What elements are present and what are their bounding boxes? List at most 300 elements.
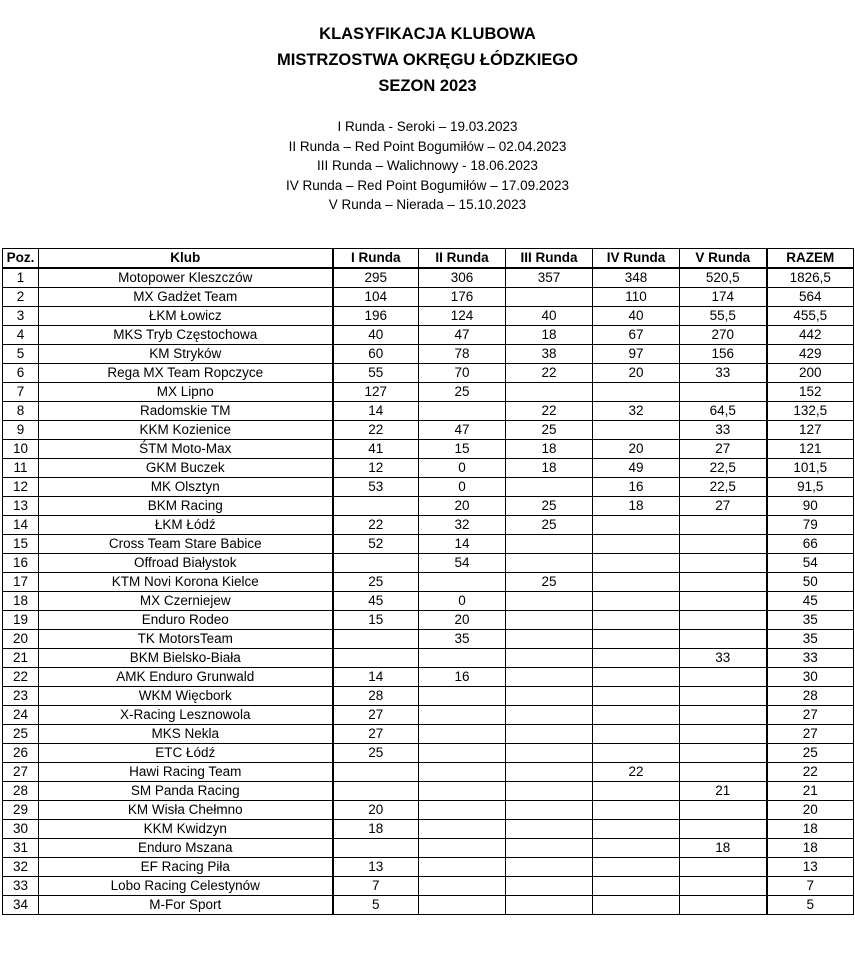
- round-5-cell: [680, 725, 767, 744]
- round-1-cell: 7: [333, 877, 419, 896]
- club-cell: ŚTM Moto-Max: [39, 440, 333, 459]
- position-cell: 8: [3, 402, 39, 421]
- round-line: IV Runda – Red Point Bogumiłów – 17.09.2023: [286, 177, 569, 193]
- position-cell: 31: [3, 839, 39, 858]
- table-row: [3, 896, 854, 915]
- position-cell: 7: [3, 383, 39, 402]
- round-3-cell: 22: [506, 402, 593, 421]
- total-cell: 7: [767, 877, 854, 896]
- round-3-cell: 25: [506, 573, 593, 592]
- round-4-cell: 97: [593, 345, 680, 364]
- round-4-cell: [593, 687, 680, 706]
- total-cell: 27: [767, 706, 854, 725]
- round-4-header: IV Runda: [593, 249, 680, 269]
- club-cell: AMK Enduro Grunwald: [39, 668, 333, 687]
- club-cell: MK Olsztyn: [39, 478, 333, 497]
- round-3-cell: [506, 782, 593, 801]
- round-2-cell: 0: [419, 478, 506, 497]
- round-2-cell: [419, 858, 506, 877]
- club-cell: Rega MX Team Ropczyce: [39, 364, 333, 383]
- total-cell: 21: [767, 782, 854, 801]
- table-row: [3, 478, 854, 497]
- table-row: [3, 402, 854, 421]
- round-4-cell: 348: [593, 268, 680, 288]
- round-4-cell: 110: [593, 288, 680, 307]
- round-2-cell: 35: [419, 630, 506, 649]
- round-1-cell: 27: [333, 706, 419, 725]
- club-cell: Offroad Białystok: [39, 554, 333, 573]
- round-4-cell: 32: [593, 402, 680, 421]
- table-row: [3, 383, 854, 402]
- round-3-cell: [506, 858, 593, 877]
- round-3-cell: [506, 649, 593, 668]
- round-3-cell: [506, 877, 593, 896]
- document-title: [0, 21, 855, 99]
- round-4-cell: [593, 801, 680, 820]
- table-body: [3, 268, 854, 915]
- round-2-cell: [419, 896, 506, 915]
- round-1-cell: 52: [333, 535, 419, 554]
- round-line: II Runda – Red Point Bogumiłów – 02.04.2023: [288, 138, 567, 154]
- round-3-cell: 40: [506, 307, 593, 326]
- round-1-cell: 14: [333, 668, 419, 687]
- total-cell: 101,5: [767, 459, 854, 478]
- round-5-cell: 22,5: [680, 478, 767, 497]
- club-cell: MX Lipno: [39, 383, 333, 402]
- round-5-cell: [680, 383, 767, 402]
- round-5-cell: 21: [680, 782, 767, 801]
- table-row: [3, 516, 854, 535]
- table-row: [3, 668, 854, 687]
- round-4-cell: [593, 744, 680, 763]
- total-cell: 28: [767, 687, 854, 706]
- table-row: [3, 611, 854, 630]
- total-cell: 1826,5: [767, 268, 854, 288]
- round-1-cell: 22: [333, 421, 419, 440]
- round-2-cell: 54: [419, 554, 506, 573]
- round-5-cell: 33: [680, 421, 767, 440]
- position-cell: 10: [3, 440, 39, 459]
- club-cell: ŁKM Łowicz: [39, 307, 333, 326]
- round-2-cell: [419, 801, 506, 820]
- round-2-cell: [419, 877, 506, 896]
- total-cell: 121: [767, 440, 854, 459]
- round-2-cell: 14: [419, 535, 506, 554]
- round-1-cell: 53: [333, 478, 419, 497]
- round-5-cell: [680, 611, 767, 630]
- total-cell: 127: [767, 421, 854, 440]
- club-cell: MKS Nekla: [39, 725, 333, 744]
- round-line: III Runda – Walichnowy - 18.06.2023: [317, 158, 538, 173]
- round-4-cell: 22: [593, 763, 680, 782]
- round-3-cell: 22: [506, 364, 593, 383]
- round-5-cell: 22,5: [680, 459, 767, 478]
- round-2-cell: 176: [419, 288, 506, 307]
- round-4-cell: [593, 858, 680, 877]
- round-1-cell: 60: [333, 345, 419, 364]
- round-1-cell: [333, 839, 419, 858]
- round-3-cell: [506, 687, 593, 706]
- position-cell: 24: [3, 706, 39, 725]
- round-3-header: III Runda: [506, 249, 593, 269]
- round-2-cell: 47: [419, 326, 506, 345]
- round-2-cell: 0: [419, 459, 506, 478]
- total-cell: 91,5: [767, 478, 854, 497]
- round-2-cell: 0: [419, 592, 506, 611]
- round-line: I Runda - Seroki – 19.03.2023: [337, 119, 518, 134]
- round-1-cell: [333, 554, 419, 573]
- club-cell: KKM Kwidzyn: [39, 820, 333, 839]
- club-cell: ŁKM Łódź: [39, 516, 333, 535]
- round-2-cell: 124: [419, 307, 506, 326]
- round-3-cell: 18: [506, 326, 593, 345]
- round-5-cell: [680, 687, 767, 706]
- total-cell: 54: [767, 554, 854, 573]
- table-row: [3, 535, 854, 554]
- round-3-cell: [506, 706, 593, 725]
- club-cell: MKS Tryb Częstochowa: [39, 326, 333, 345]
- round-5-cell: [680, 630, 767, 649]
- round-5-cell: 64,5: [680, 402, 767, 421]
- round-2-cell: 47: [419, 421, 506, 440]
- round-1-cell: 20: [333, 801, 419, 820]
- round-4-cell: [593, 820, 680, 839]
- round-4-cell: [593, 706, 680, 725]
- round-3-cell: [506, 630, 593, 649]
- club-cell: KTM Novi Korona Kielce: [39, 573, 333, 592]
- club-cell: Lobo Racing Celestynów: [39, 877, 333, 896]
- total-cell: 22: [767, 763, 854, 782]
- club-cell: BKM Racing: [39, 497, 333, 516]
- table-row: [3, 687, 854, 706]
- total-cell: 33: [767, 649, 854, 668]
- club-cell: WKM Więcbork: [39, 687, 333, 706]
- round-4-cell: [593, 535, 680, 554]
- total-cell: 5: [767, 896, 854, 915]
- round-5-cell: 270: [680, 326, 767, 345]
- round-5-cell: 33: [680, 649, 767, 668]
- table-row: [3, 421, 854, 440]
- round-2-cell: 78: [419, 345, 506, 364]
- table-row: [3, 801, 854, 820]
- round-1-cell: 27: [333, 725, 419, 744]
- round-2-cell: [419, 782, 506, 801]
- table-row: [3, 820, 854, 839]
- round-2-cell: [419, 820, 506, 839]
- round-2-cell: 306: [419, 268, 506, 288]
- club-cell: Radomskie TM: [39, 402, 333, 421]
- round-1-cell: 22: [333, 516, 419, 535]
- position-cell: 21: [3, 649, 39, 668]
- position-cell: 17: [3, 573, 39, 592]
- table-row: [3, 288, 854, 307]
- position-cell: 27: [3, 763, 39, 782]
- round-4-cell: [593, 877, 680, 896]
- total-header: RAZEM: [767, 249, 854, 269]
- table-row: [3, 592, 854, 611]
- position-cell: 15: [3, 535, 39, 554]
- round-1-cell: 25: [333, 744, 419, 763]
- club-header: Klub: [39, 249, 333, 269]
- round-3-cell: [506, 383, 593, 402]
- round-1-cell: 25: [333, 573, 419, 592]
- round-5-cell: [680, 877, 767, 896]
- round-1-cell: 45: [333, 592, 419, 611]
- round-5-cell: 33: [680, 364, 767, 383]
- round-1-cell: 55: [333, 364, 419, 383]
- round-1-cell: 104: [333, 288, 419, 307]
- round-3-cell: [506, 592, 593, 611]
- round-2-cell: [419, 649, 506, 668]
- round-5-cell: 520,5: [680, 268, 767, 288]
- round-3-cell: [506, 820, 593, 839]
- round-3-cell: 38: [506, 345, 593, 364]
- round-5-cell: [680, 744, 767, 763]
- club-cell: BKM Bielsko-Biała: [39, 649, 333, 668]
- club-cell: TK MotorsTeam: [39, 630, 333, 649]
- round-5-header: V Runda: [680, 249, 767, 269]
- round-5-cell: [680, 592, 767, 611]
- round-4-cell: [593, 782, 680, 801]
- position-cell: 6: [3, 364, 39, 383]
- round-4-cell: [593, 383, 680, 402]
- round-3-cell: 18: [506, 440, 593, 459]
- round-4-cell: [593, 630, 680, 649]
- round-1-cell: 41: [333, 440, 419, 459]
- round-3-cell: [506, 554, 593, 573]
- round-2-cell: [419, 706, 506, 725]
- total-cell: 18: [767, 839, 854, 858]
- table-row: [3, 858, 854, 877]
- round-5-cell: [680, 763, 767, 782]
- club-cell: KM Stryków: [39, 345, 333, 364]
- round-3-cell: [506, 896, 593, 915]
- round-4-cell: [593, 573, 680, 592]
- round-3-cell: [506, 744, 593, 763]
- table-row: [3, 877, 854, 896]
- total-cell: 152: [767, 383, 854, 402]
- round-5-cell: 27: [680, 440, 767, 459]
- total-cell: 90: [767, 497, 854, 516]
- table-row: [3, 459, 854, 478]
- total-cell: 20: [767, 801, 854, 820]
- total-cell: 18: [767, 820, 854, 839]
- round-5-cell: [680, 706, 767, 725]
- round-2-cell: 16: [419, 668, 506, 687]
- position-cell: 11: [3, 459, 39, 478]
- round-1-cell: [333, 782, 419, 801]
- total-cell: 442: [767, 326, 854, 345]
- round-4-cell: [593, 421, 680, 440]
- round-5-cell: [680, 668, 767, 687]
- round-1-cell: 28: [333, 687, 419, 706]
- total-cell: 50: [767, 573, 854, 592]
- position-cell: 5: [3, 345, 39, 364]
- total-cell: 27: [767, 725, 854, 744]
- club-cell: Hawi Racing Team: [39, 763, 333, 782]
- club-cell: ETC Łódź: [39, 744, 333, 763]
- position-cell: 33: [3, 877, 39, 896]
- round-2-cell: [419, 573, 506, 592]
- round-5-cell: [680, 554, 767, 573]
- club-cell: KM Wisła Chełmno: [39, 801, 333, 820]
- round-4-cell: [593, 554, 680, 573]
- position-cell: 18: [3, 592, 39, 611]
- round-5-cell: [680, 516, 767, 535]
- total-cell: 35: [767, 611, 854, 630]
- total-cell: 455,5: [767, 307, 854, 326]
- round-1-cell: 295: [333, 268, 419, 288]
- club-cell: SM Panda Racing: [39, 782, 333, 801]
- round-2-cell: [419, 839, 506, 858]
- round-4-cell: 67: [593, 326, 680, 345]
- position-cell: 25: [3, 725, 39, 744]
- round-3-cell: [506, 725, 593, 744]
- round-line: V Runda – Nierada – 15.10.2023: [328, 197, 527, 212]
- round-4-cell: [593, 896, 680, 915]
- position-cell: 30: [3, 820, 39, 839]
- position-cell: 4: [3, 326, 39, 345]
- round-3-cell: 25: [506, 516, 593, 535]
- round-2-cell: [419, 763, 506, 782]
- table-row: [3, 345, 854, 364]
- round-4-cell: 20: [593, 440, 680, 459]
- table-row: [3, 497, 854, 516]
- total-cell: 35: [767, 630, 854, 649]
- title-line: KLASYFIKACJA KLUBOWA: [319, 25, 536, 43]
- round-4-cell: [593, 611, 680, 630]
- round-5-cell: 174: [680, 288, 767, 307]
- total-cell: 564: [767, 288, 854, 307]
- header-row: [3, 249, 854, 269]
- round-3-cell: 357: [506, 268, 593, 288]
- round-5-cell: [680, 801, 767, 820]
- round-4-cell: 18: [593, 497, 680, 516]
- round-2-cell: 15: [419, 440, 506, 459]
- table-row: [3, 744, 854, 763]
- round-1-header: I Runda: [333, 249, 419, 269]
- position-cell: 9: [3, 421, 39, 440]
- round-4-cell: 20: [593, 364, 680, 383]
- position-cell: 12: [3, 478, 39, 497]
- round-4-cell: [593, 668, 680, 687]
- round-1-cell: 12: [333, 459, 419, 478]
- position-cell: 32: [3, 858, 39, 877]
- table-row: [3, 630, 854, 649]
- total-cell: 66: [767, 535, 854, 554]
- position-cell: 13: [3, 497, 39, 516]
- round-4-cell: [593, 725, 680, 744]
- round-3-cell: [506, 763, 593, 782]
- table-row: [3, 364, 854, 383]
- table-row: [3, 763, 854, 782]
- club-cell: Enduro Rodeo: [39, 611, 333, 630]
- total-cell: 132,5: [767, 402, 854, 421]
- round-4-cell: 16: [593, 478, 680, 497]
- round-2-cell: [419, 402, 506, 421]
- club-cell: Cross Team Stare Babice: [39, 535, 333, 554]
- round-5-cell: [680, 573, 767, 592]
- round-3-cell: 25: [506, 421, 593, 440]
- round-2-header: II Runda: [419, 249, 506, 269]
- round-4-cell: [593, 839, 680, 858]
- round-3-cell: [506, 535, 593, 554]
- club-cell: EF Racing Piła: [39, 858, 333, 877]
- total-cell: 429: [767, 345, 854, 364]
- round-5-cell: [680, 858, 767, 877]
- table-row: [3, 268, 854, 288]
- total-cell: 25: [767, 744, 854, 763]
- table-row: [3, 307, 854, 326]
- position-cell: 29: [3, 801, 39, 820]
- round-2-cell: [419, 687, 506, 706]
- round-1-cell: [333, 630, 419, 649]
- round-2-cell: 20: [419, 611, 506, 630]
- club-cell: MX Czerniejew: [39, 592, 333, 611]
- round-1-cell: 14: [333, 402, 419, 421]
- total-cell: 45: [767, 592, 854, 611]
- title-line: SEZON 2023: [378, 77, 477, 95]
- club-cell: MX Gadżet Team: [39, 288, 333, 307]
- table-row: [3, 782, 854, 801]
- round-2-cell: 25: [419, 383, 506, 402]
- round-1-cell: 15: [333, 611, 419, 630]
- position-cell: 1: [3, 268, 39, 288]
- round-1-cell: [333, 763, 419, 782]
- position-cell: 2: [3, 288, 39, 307]
- position-cell: 3: [3, 307, 39, 326]
- round-5-cell: [680, 535, 767, 554]
- table-row: [3, 839, 854, 858]
- club-cell: Motopower Kleszczów: [39, 268, 333, 288]
- table-row: [3, 326, 854, 345]
- round-1-cell: [333, 497, 419, 516]
- round-1-cell: 5: [333, 896, 419, 915]
- round-3-cell: [506, 288, 593, 307]
- table-row: [3, 554, 854, 573]
- round-5-cell: [680, 896, 767, 915]
- round-3-cell: [506, 478, 593, 497]
- table-row: [3, 440, 854, 459]
- total-cell: 79: [767, 516, 854, 535]
- round-2-cell: 70: [419, 364, 506, 383]
- table-row: [3, 573, 854, 592]
- table-row: [3, 725, 854, 744]
- position-cell: 22: [3, 668, 39, 687]
- round-1-cell: 127: [333, 383, 419, 402]
- round-5-cell: 18: [680, 839, 767, 858]
- round-4-cell: [593, 516, 680, 535]
- round-1-cell: 18: [333, 820, 419, 839]
- round-2-cell: [419, 725, 506, 744]
- club-cell: GKM Buczek: [39, 459, 333, 478]
- round-5-cell: 55,5: [680, 307, 767, 326]
- round-1-cell: 40: [333, 326, 419, 345]
- total-cell: 30: [767, 668, 854, 687]
- round-3-cell: [506, 611, 593, 630]
- club-cell: X-Racing Lesznowola: [39, 706, 333, 725]
- round-2-cell: 20: [419, 497, 506, 516]
- round-2-cell: [419, 744, 506, 763]
- round-1-cell: 13: [333, 858, 419, 877]
- rounds-list: [0, 117, 855, 215]
- round-3-cell: [506, 801, 593, 820]
- round-3-cell: 25: [506, 497, 593, 516]
- club-cell: Enduro Mszana: [39, 839, 333, 858]
- classification-table: [2, 248, 854, 915]
- table-row: [3, 649, 854, 668]
- position-cell: 19: [3, 611, 39, 630]
